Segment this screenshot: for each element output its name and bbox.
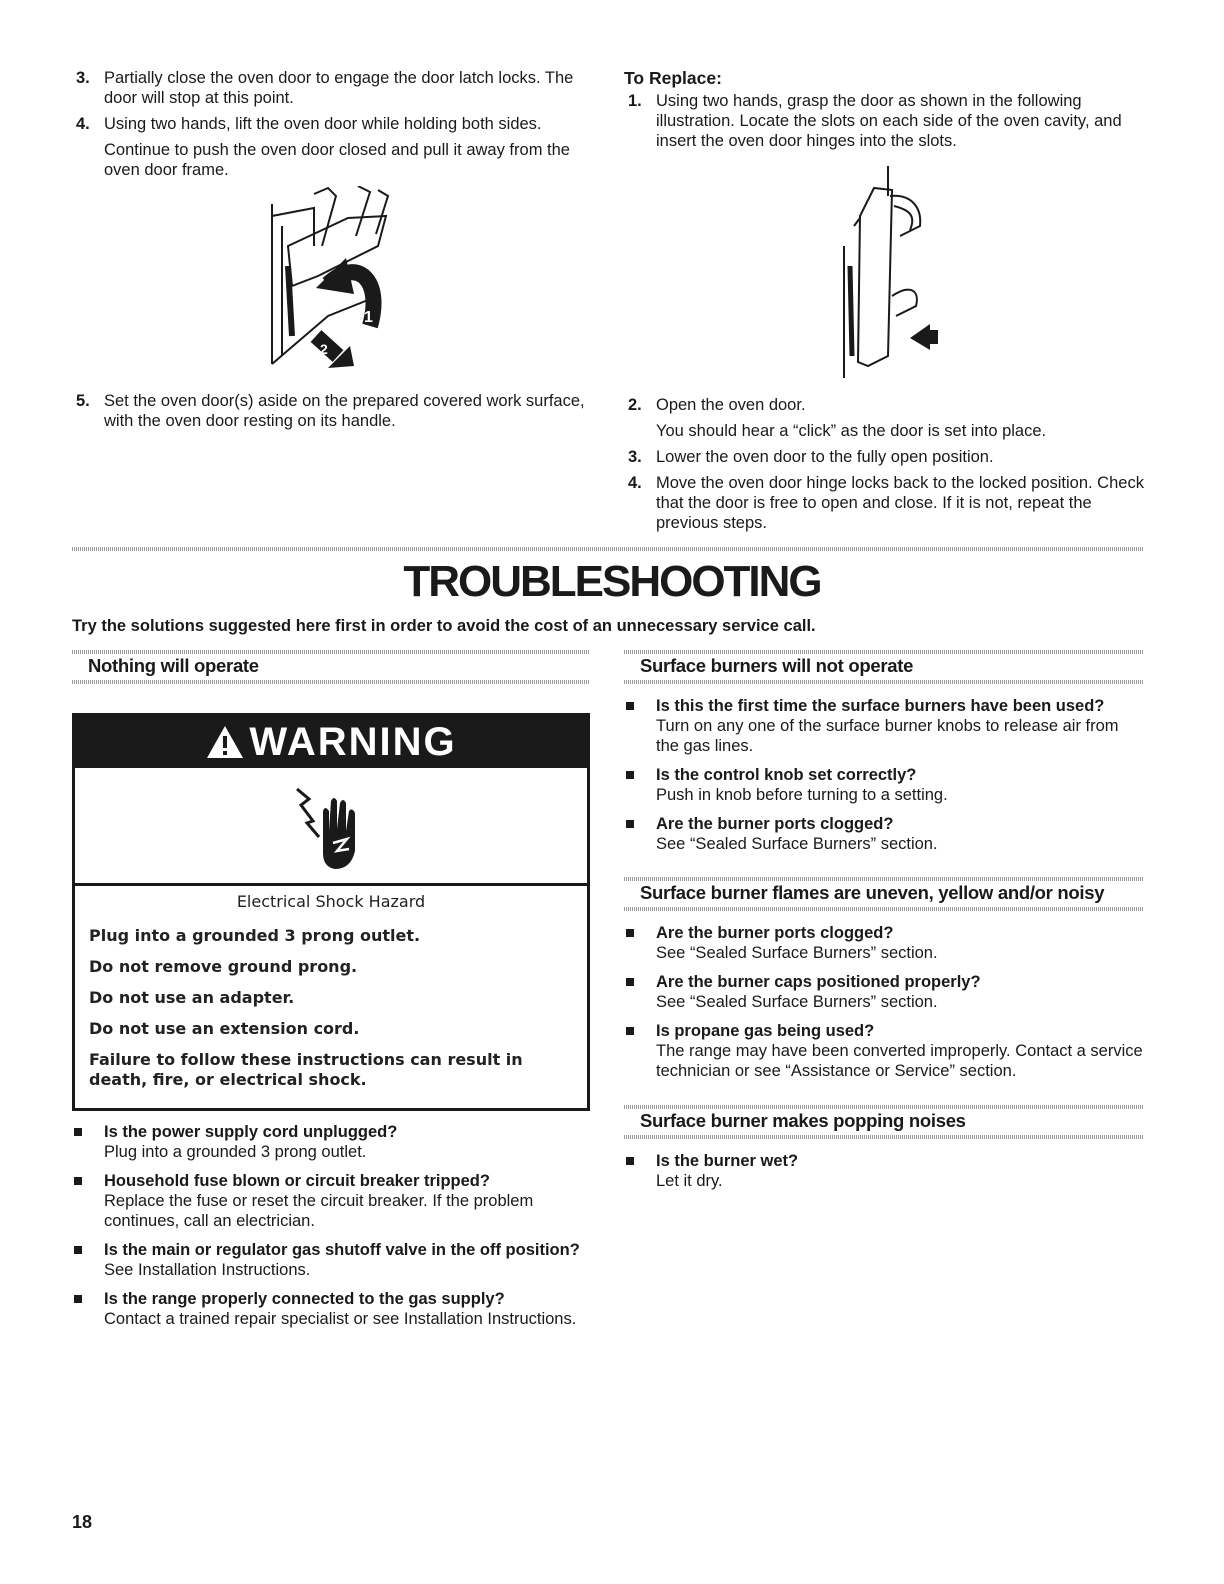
bullet-icon (626, 771, 634, 779)
door-replace-illustration (830, 166, 940, 378)
warning-line: Plug into a grounded 3 prong outlet. (89, 926, 421, 945)
question: Are the burner caps positioned properly? (656, 973, 981, 991)
list-item (624, 473, 1144, 533)
warning-box (72, 713, 590, 1111)
step-subtext: Continue to push the oven door closed and pull it away from the oven door frame. (104, 141, 570, 179)
hazard-title: Electrical Shock Hazard (236, 892, 426, 911)
surface-not-operate-section (624, 650, 1144, 863)
step-number: 4. (628, 474, 642, 492)
arrow-2-label: 2 (320, 341, 328, 357)
answer: Push in knob before turning to a setting. (656, 786, 948, 804)
list-item (624, 923, 1144, 963)
step-number: 5. (76, 392, 90, 410)
step-text: Set the oven door(s) aside on the prepared covered work surface, with the oven door resting on its handle. (104, 392, 585, 430)
answer: See “Sealed Surface Burners” section. (656, 993, 938, 1011)
bullet-icon (626, 702, 634, 710)
step-number: 2. (628, 396, 642, 414)
list-item (624, 696, 1144, 756)
list-item (624, 814, 1144, 854)
section-rule (624, 650, 1144, 654)
alert-triangle-icon (205, 724, 245, 760)
answer: See “Sealed Surface Burners” section. (656, 944, 938, 962)
step-text: Using two hands, grasp the door as shown in the following illustration. Locate the slots on each side of the oven cavity, and insert the oven door hinges into the slots. (656, 92, 1122, 150)
answer: See Installation Instructions. (104, 1261, 311, 1279)
step-text: Lower the oven door to the fully open position. (656, 448, 994, 466)
replace-heading: To Replace: (624, 68, 722, 88)
replace-steps (624, 395, 1144, 539)
question: Household fuse blown or circuit breaker tripped? (104, 1172, 490, 1190)
shock-icon-area (75, 768, 587, 886)
bullet-icon (626, 1157, 634, 1165)
replace-section (624, 68, 1144, 157)
list-item (72, 1171, 590, 1231)
bullet-icon (626, 1027, 634, 1035)
question: Are the burner ports clogged? (656, 924, 894, 942)
section-rule (624, 1105, 1144, 1109)
step-text: Using two hands, lift the oven door while holding both sides. (104, 115, 542, 133)
section-rule (72, 650, 590, 654)
bullet-icon (74, 1246, 82, 1254)
list-item (624, 395, 1144, 441)
step-text: Move the oven door hinge locks back to the locked position. Check that the door is free to open and close. If it is not, repeat the previous steps. (656, 474, 1144, 532)
warning-line: Failure to follow these instructions can result in death, fire, or electrical shock. (89, 1050, 523, 1089)
list-item (624, 91, 1144, 151)
question: Is propane gas being used? (656, 1022, 875, 1040)
bullet-icon (74, 1128, 82, 1136)
step-text: Open the oven door. (656, 396, 806, 414)
answer: Let it dry. (656, 1172, 723, 1190)
bullet-icon (626, 978, 634, 986)
list-item (624, 1021, 1144, 1081)
electrical-shock-icon (291, 781, 371, 871)
popping-section (624, 1105, 1144, 1200)
left-step-5 (72, 391, 592, 437)
answer: Turn on any one of the surface burner knobs to release air from the gas lines. (656, 717, 1119, 755)
section-rule (72, 680, 590, 684)
answer: The range may have been converted improperly. Contact a service technician or see “Assistance or Service” section. (656, 1042, 1143, 1080)
answer: Contact a trained repair specialist or see Installation Instructions. (104, 1310, 577, 1328)
step-number: 4. (76, 115, 90, 133)
section-title: Nothing will operate (88, 655, 259, 676)
question: Is the power supply cord unplugged? (104, 1123, 398, 1141)
list-item (72, 1240, 590, 1280)
answer: Plug into a grounded 3 prong outlet. (104, 1143, 367, 1161)
warning-body (75, 886, 587, 1111)
nothing-operate-list (72, 1122, 590, 1338)
bullet-icon (74, 1177, 82, 1185)
list-item (72, 114, 592, 180)
section-title: Surface burners will not operate (640, 655, 914, 676)
bullet-icon (626, 929, 634, 937)
answer: See “Sealed Surface Burners” section. (656, 835, 938, 853)
warning-label: WARNING (249, 720, 457, 764)
step-subtext: You should hear a “click” as the door is set into place. (656, 422, 1047, 440)
bullet-icon (74, 1295, 82, 1303)
warning-line: Do not use an extension cord. (89, 1019, 360, 1038)
list-item (624, 1151, 1144, 1191)
left-steps-top (72, 68, 592, 186)
intro-text: Try the solutions suggested here first in order to avoid the cost of an unnecessary service call. (72, 617, 816, 635)
section-divider (72, 547, 1144, 551)
section-title: Surface burner makes popping noises (640, 1110, 966, 1131)
question: Are the burner ports clogged? (656, 815, 894, 833)
question: Is the control knob set correctly? (656, 766, 917, 784)
warning-header (75, 716, 587, 768)
answer: Replace the fuse or reset the circuit breaker. If the problem continues, call an electrician. (104, 1192, 534, 1230)
step-number: 3. (76, 69, 90, 87)
page-number: 18 (72, 1512, 93, 1532)
step-number: 1. (628, 92, 642, 110)
section-title: Surface burner flames are uneven, yellow and/or noisy (640, 882, 1105, 903)
nothing-operate-section (72, 650, 590, 684)
bullet-icon (626, 820, 634, 828)
arrow-1-label: 1 (364, 309, 373, 326)
flames-uneven-section (624, 877, 1144, 1090)
list-item (72, 1289, 590, 1329)
question: Is this the first time the surface burners have been used? (656, 697, 1105, 715)
list-item (72, 68, 592, 108)
question: Is the main or regulator gas shutoff valve in the off position? (104, 1241, 580, 1259)
list-item (72, 1122, 590, 1162)
page-title: TROUBLESHOOTING (403, 557, 821, 606)
list-item (624, 972, 1144, 1012)
list-item (72, 391, 592, 431)
warning-line: Do not remove ground prong. (89, 957, 358, 976)
step-text: Partially close the oven door to engage the door latch locks. The door will stop at this point. (104, 69, 574, 107)
list-item (624, 447, 1144, 467)
warning-line: Do not use an adapter. (89, 988, 295, 1007)
section-rule (624, 877, 1144, 881)
list-item (624, 765, 1144, 805)
step-number: 3. (628, 448, 642, 466)
question: Is the burner wet? (656, 1152, 799, 1170)
question: Is the range properly connected to the gas supply? (104, 1290, 505, 1308)
door-removal-illustration (258, 186, 408, 372)
